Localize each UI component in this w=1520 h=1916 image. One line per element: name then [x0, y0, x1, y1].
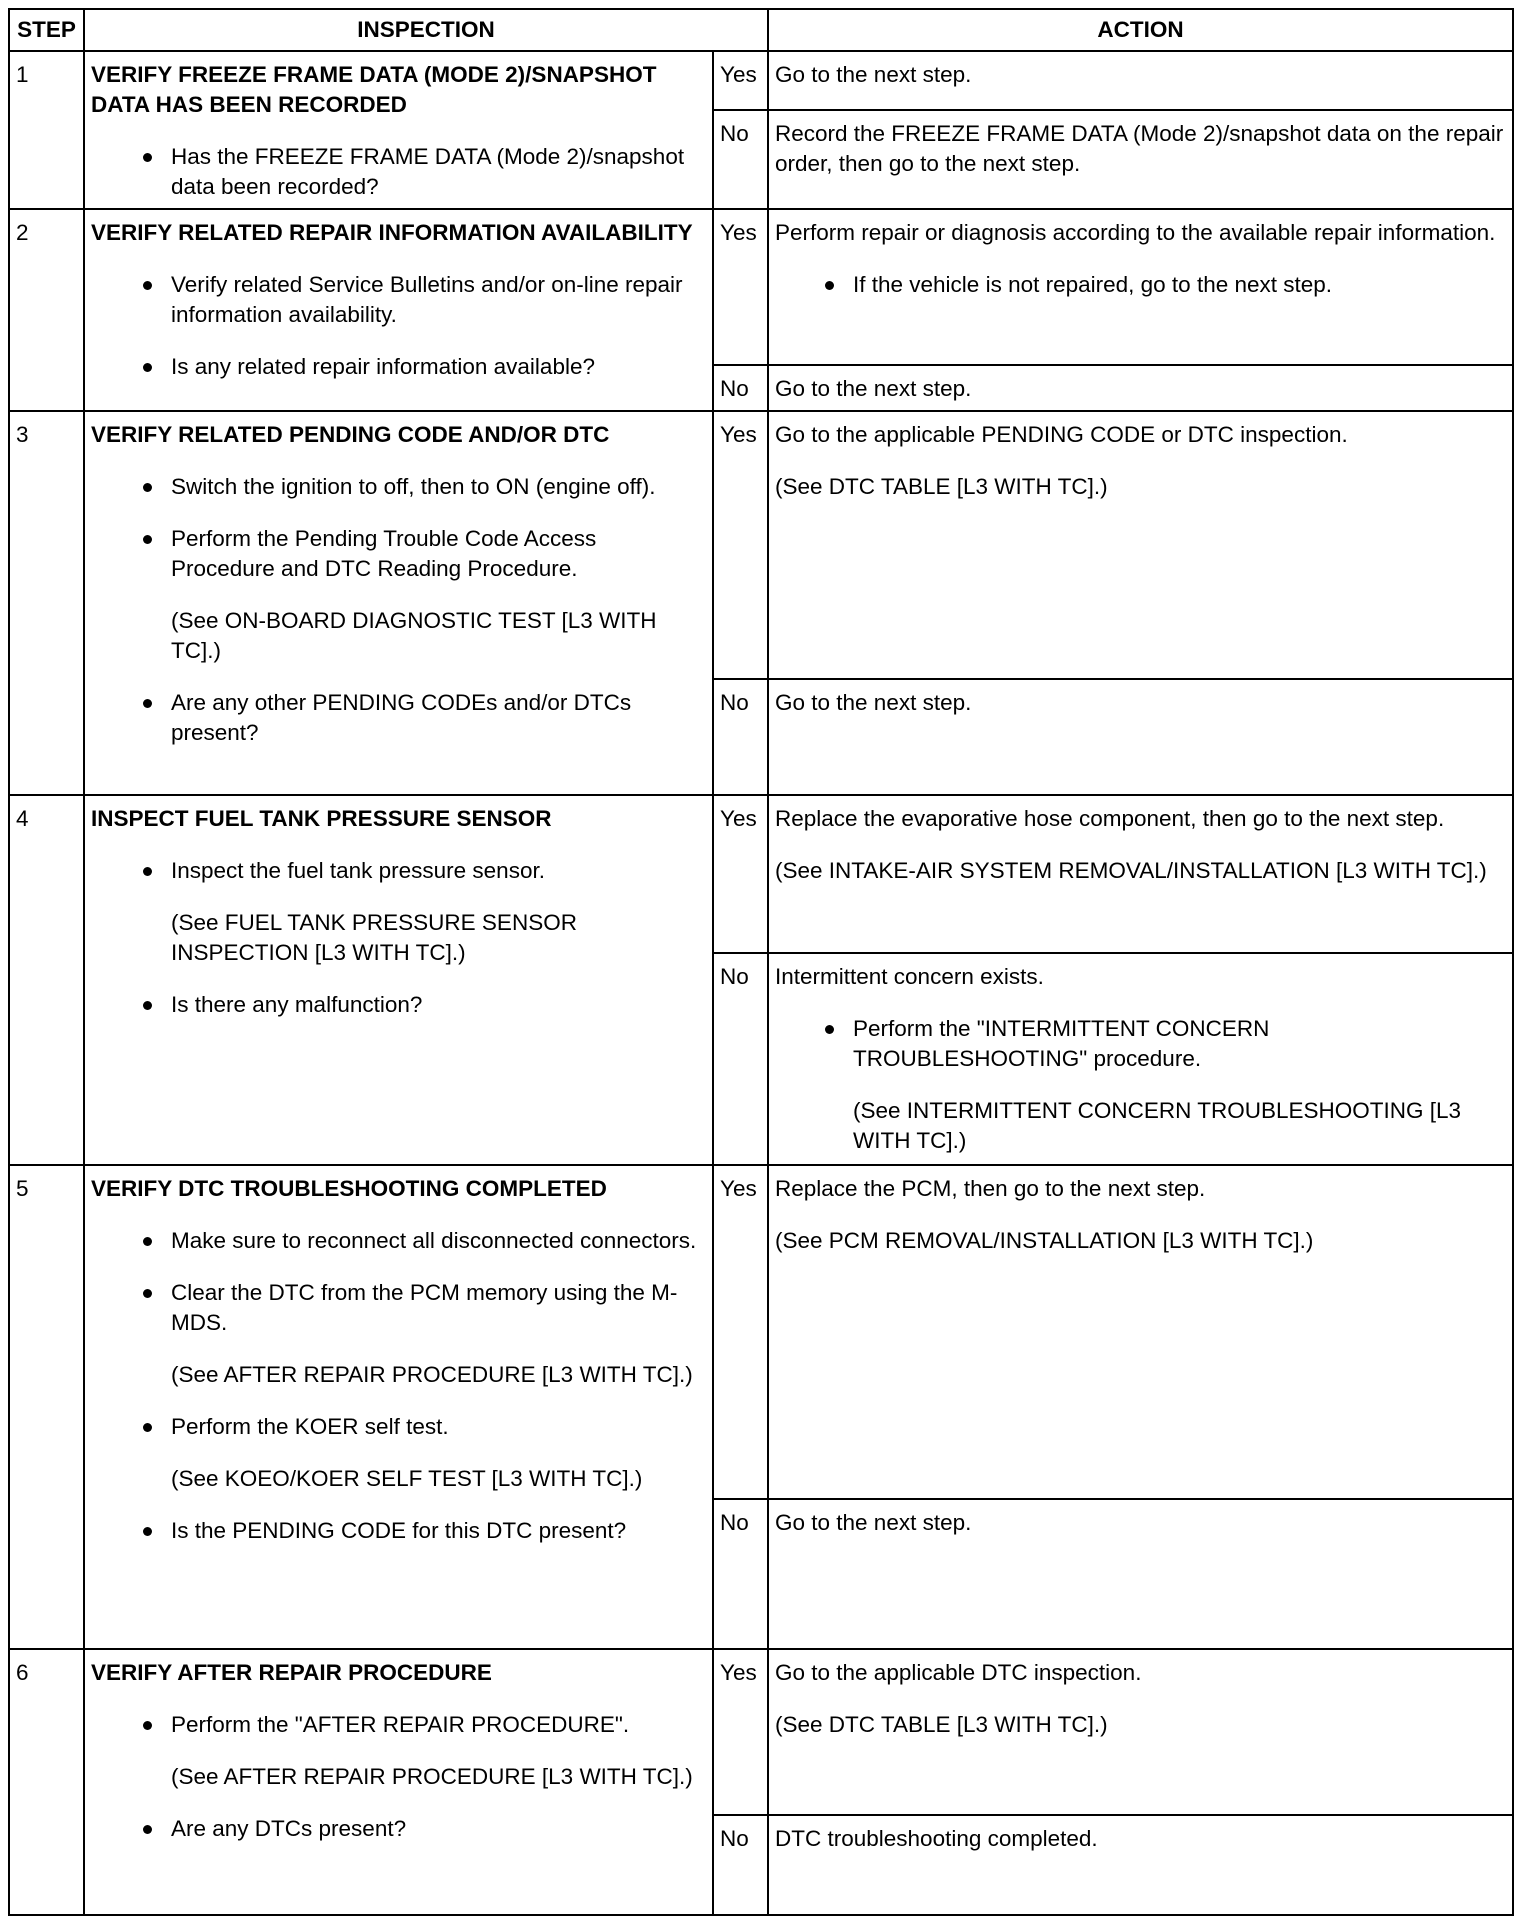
action-text: Go to the next step.	[775, 62, 972, 87]
step-row-yes	[9, 795, 1513, 953]
header-inspection: INSPECTION	[84, 9, 768, 51]
inspection-reference: (See AFTER REPAIR PROCEDURE [L3 WITH TC].)	[171, 1764, 693, 1789]
table-header-row	[9, 9, 1513, 51]
inspection-bullet: Are any DTCs present?	[91, 1814, 706, 1844]
inspection-cell	[84, 411, 713, 795]
inspection-reference: (See ON-BOARD DIAGNOSTIC TEST [L3 WITH TC].)	[171, 608, 657, 663]
yes-action-cell	[768, 795, 1513, 953]
no-action-cell	[768, 679, 1513, 795]
inspection-bullet: Verify related Service Bulletins and/or on-line repair information availability.	[91, 270, 706, 330]
no-action-cell	[768, 1499, 1513, 1649]
action-text: Go to the next step.	[775, 690, 972, 715]
action-text: (See PCM REMOVAL/INSTALLATION [L3 WITH TC].)	[775, 1228, 1314, 1253]
yes-action-cell	[768, 411, 1513, 679]
action-reference: (See INTERMITTENT CONCERN TROUBLESHOOTING [L3 WITH TC].)	[853, 1098, 1462, 1153]
inspection-cell	[84, 51, 713, 209]
action-text: Perform repair or diagnosis according to the available repair information.	[775, 220, 1496, 245]
inspection-bullet: Perform the Pending Trouble Code Access Procedure and DTC Reading Procedure.	[91, 524, 706, 584]
step-row-yes	[9, 1165, 1513, 1499]
yes-label: Yes	[713, 411, 768, 679]
action-text: Go to the applicable PENDING CODE or DTC inspection.	[775, 422, 1348, 447]
step-row-yes	[9, 51, 1513, 110]
inspection-bullet: Switch the ignition to off, then to ON (engine off).	[91, 472, 706, 502]
yes-label: Yes	[713, 795, 768, 953]
header-step: STEP	[9, 9, 84, 51]
no-label: No	[713, 365, 768, 411]
action-text: Record the FREEZE FRAME DATA (Mode 2)/snapshot data on the repair order, then go to the next step.	[775, 120, 1504, 176]
inspection-cell	[84, 1165, 713, 1649]
action-text: (See DTC TABLE [L3 WITH TC].)	[775, 474, 1108, 499]
inspection-bullet: Is there any malfunction?	[91, 990, 706, 1020]
inspection-bullet: Has the FREEZE FRAME DATA (Mode 2)/snapshot data been recorded?	[91, 142, 706, 202]
action-text: Go to the applicable DTC inspection.	[775, 1660, 1142, 1685]
step-title: VERIFY AFTER REPAIR PROCEDURE	[91, 1660, 492, 1685]
step-number: 6	[9, 1649, 84, 1915]
inspection-bullet: Make sure to reconnect all disconnected connectors.	[91, 1226, 706, 1256]
step-title: VERIFY DTC TROUBLESHOOTING COMPLETED	[91, 1176, 607, 1201]
action-text: DTC troubleshooting completed.	[775, 1826, 1098, 1851]
no-action-cell	[768, 953, 1513, 1165]
inspection-reference: (See KOEO/KOER SELF TEST [L3 WITH TC].)	[171, 1466, 643, 1491]
inspection-bullet: Clear the DTC from the PCM memory using the M-MDS.	[91, 1278, 706, 1338]
header-action: ACTION	[768, 9, 1513, 51]
no-action-cell	[768, 110, 1513, 209]
inspection-bullet: Is the PENDING CODE for this DTC present?	[91, 1516, 706, 1546]
step-row-yes	[9, 209, 1513, 365]
step-title: INSPECT FUEL TANK PRESSURE SENSOR	[91, 806, 552, 831]
no-label: No	[713, 953, 768, 1165]
yes-label: Yes	[713, 51, 768, 110]
table-body	[9, 51, 1513, 1915]
step-title: VERIFY RELATED PENDING CODE AND/OR DTC	[91, 422, 610, 447]
action-bullet: Perform the "INTERMITTENT CONCERN TROUBLESHOOTING" procedure.	[775, 1014, 1506, 1074]
no-action-cell	[768, 365, 1513, 411]
inspection-bullet: Perform the "AFTER REPAIR PROCEDURE".	[91, 1710, 706, 1740]
action-text: (See INTAKE-AIR SYSTEM REMOVAL/INSTALLATION [L3 WITH TC].)	[775, 858, 1487, 883]
inspection-bullet: Is any related repair information available?	[91, 352, 706, 382]
step-number: 2	[9, 209, 84, 411]
inspection-bullet: Perform the KOER self test.	[91, 1412, 706, 1442]
diagnostic-procedure-document	[8, 8, 1512, 1916]
no-label: No	[713, 1815, 768, 1915]
yes-action-cell	[768, 1165, 1513, 1499]
yes-label: Yes	[713, 209, 768, 365]
yes-label: Yes	[713, 1165, 768, 1499]
action-text: Intermittent concern exists.	[775, 964, 1044, 989]
action-bullet: If the vehicle is not repaired, go to the next step.	[775, 270, 1506, 300]
action-text: Replace the evaporative hose component, then go to the next step.	[775, 806, 1445, 831]
no-action-cell	[768, 1815, 1513, 1915]
step-row-yes	[9, 1649, 1513, 1815]
yes-action-cell	[768, 1649, 1513, 1815]
inspection-cell	[84, 1649, 713, 1915]
inspection-bullet: Are any other PENDING CODEs and/or DTCs present?	[91, 688, 706, 748]
inspection-bullet: Inspect the fuel tank pressure sensor.	[91, 856, 706, 886]
step-row-yes	[9, 411, 1513, 679]
no-label: No	[713, 110, 768, 209]
step-number: 4	[9, 795, 84, 1165]
action-text: Go to the next step.	[775, 376, 972, 401]
diagnostic-table	[8, 8, 1514, 1916]
action-text: (See DTC TABLE [L3 WITH TC].)	[775, 1712, 1108, 1737]
no-label: No	[713, 1499, 768, 1649]
action-text: Go to the next step.	[775, 1510, 972, 1535]
step-number: 3	[9, 411, 84, 795]
yes-action-cell	[768, 51, 1513, 110]
yes-action-cell	[768, 209, 1513, 365]
inspection-reference: (See FUEL TANK PRESSURE SENSOR INSPECTION [L3 WITH TC].)	[171, 910, 577, 965]
step-title: VERIFY RELATED REPAIR INFORMATION AVAILABILITY	[91, 220, 693, 245]
no-label: No	[713, 679, 768, 795]
step-number: 5	[9, 1165, 84, 1649]
inspection-reference: (See AFTER REPAIR PROCEDURE [L3 WITH TC].)	[171, 1362, 693, 1387]
step-title: VERIFY FREEZE FRAME DATA (MODE 2)/SNAPSHOT DATA HAS BEEN RECORDED	[91, 62, 657, 117]
yes-label: Yes	[713, 1649, 768, 1815]
inspection-cell	[84, 795, 713, 1165]
action-text: Replace the PCM, then go to the next step.	[775, 1176, 1206, 1201]
step-number: 1	[9, 51, 84, 209]
inspection-cell	[84, 209, 713, 411]
